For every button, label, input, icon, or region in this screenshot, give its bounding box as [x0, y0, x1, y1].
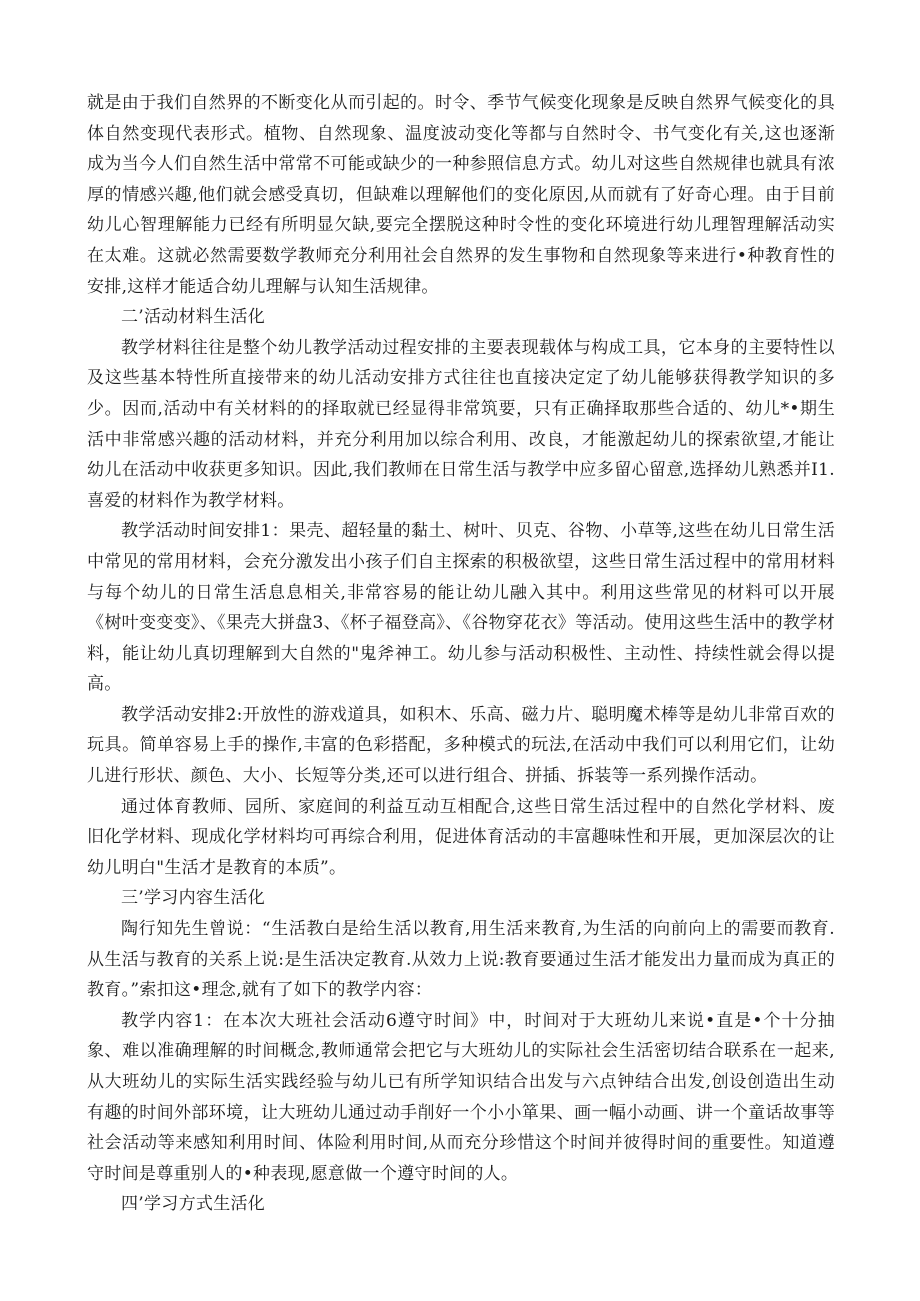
paragraph-quote: 陶行知先生曾说：“生活教白是给生活以教育,用生活来教育,为生活的向前向上的需要而教育.从生活与教育的关系上说:是生活决定教育.从效力上说:教育要通过生活才能发出力量而成为真正的教育。”索扣这•理念,就有了如下的教学内容：	[87, 919, 835, 1001]
paragraph-intro: 就是由于我们自然界的不断变化从而引起的。时令、季节气候变化现象是反映自然界气候变化的具体自然变现代表形式。植物、自然现象、温度波动变化等都与自然时令、书气变化有关,这也逐渐成为当今人们自然生活中常常不可能或缺少的一种参照信息方式。幼儿对这些自然规律也就具有浓厚的情感兴趣,他们就会感受真切，但缺难以理解他们的变化原因,从而就有了好奇心理。由于目前幼儿心智理解能力已经有所明显欠缺,要完全摆脱这种时令性的变化环境进行幼儿理智理解活动实在太难。这就必然需要数学教师充分利用社会自然界的发生事物和自然现象等来进行•种教育性的安排,这样才能适合幼儿理解与认知生活规律。	[87, 93, 835, 297]
paragraph-activity-2: 教学活动安排2:开放性的游戏道具，如积木、乐高、磁力片、聪明魔术棒等是幼儿非常百欢的玩具。简单容易上手的操作,丰富的色彩搭配，多种模式的玩法,在活动中我们可以利用它们，让幼儿进行形状、颜色、大小、长短等分类,还可以进行组合、拼插、拆装等一系列操作活动。	[87, 704, 835, 787]
paragraph-cooperation: 通过体育教师、园所、家庭间的利益互动互相配合,这些日常生活过程中的自然化学材料、废旧化学材料、现成化学材料均可再综合利用，促进体育活动的丰富趣味性和开展，更加深层次的让幼儿明白"生活才是教育的本质”。	[87, 796, 835, 878]
section-heading-3: 三’学习内容生活化	[121, 888, 266, 909]
paragraph-content-1: 教学内容1：在本次大班社会活动6遵守时间》中，时间对于大班幼儿来说•直是•个十分抽象、难以准确理解的时间概念,教师通常会把它与大班幼儿的实际社会生活密切结合联系在一起来,从大班幼儿的实际生活实践经验与幼儿已有所学知识结合出发与六点钟结合出发,创设创造出生动有趣的时间外部环境，让大班幼儿通过动手削好一个小小箪果、画一幅小动画、讲一个童话故事等社会活动等来感知利用时间、体险利用时间,从而充分珍惜这个时间并彼得时间的重要性。知道遵守时间是尊重别人的•种表现,愿意做一个遵守时间的人。	[87, 1010, 835, 1184]
paragraph-materials: 教学材料往往是整个幼儿教学活动过程安排的主要表现载体与构成工具，它本身的主要特性以及这些基本特性所直接带来的幼儿活动安排方式往往也直接决定定了幼儿能够获得教学知识的多少。因而,活动中有关材料的的择取就已经显得非常筑要，只有正确择取那些合适的、幼儿*•期生活中非常感兴趣的活动材料，并充分利用加以综合利用、改良，才能激起幼儿的探索欲望,才能让幼儿在活动中收获更多知识。因此,我们教师在日常生活与教学中应多留心留意,选择幼儿熟悉并I1.喜爱的材料作为教学材料。	[87, 337, 835, 511]
section-heading-4: 四’学习方式生活化	[121, 1194, 266, 1215]
section-heading-2: 二’活动材料生活化	[121, 307, 266, 328]
document-page	[87, 88, 835, 1220]
paragraph-activity-1: 教学活动时间安排1：果壳、超轻量的黏土、树叶、贝克、谷物、小草等,这些在幼儿日常生活中常见的常用材料，会充分激发出小孩子们自主探索的积极欲望，这些日常生活过程中的常用材料与每个幼儿的日常生活息息相关,非常容易的能让幼儿融入其中。利用这些常见的材料可以开展《树叶变变变》、《果壳大拼盘3、《杯子福登高》、《谷物穿花衣》等活动。使用这些生活中的教学材料，能让幼儿真切理解到大自然的"鬼斧神工。幼儿参与活动积极性、主动性、持续性就会得以提高。	[87, 521, 835, 695]
